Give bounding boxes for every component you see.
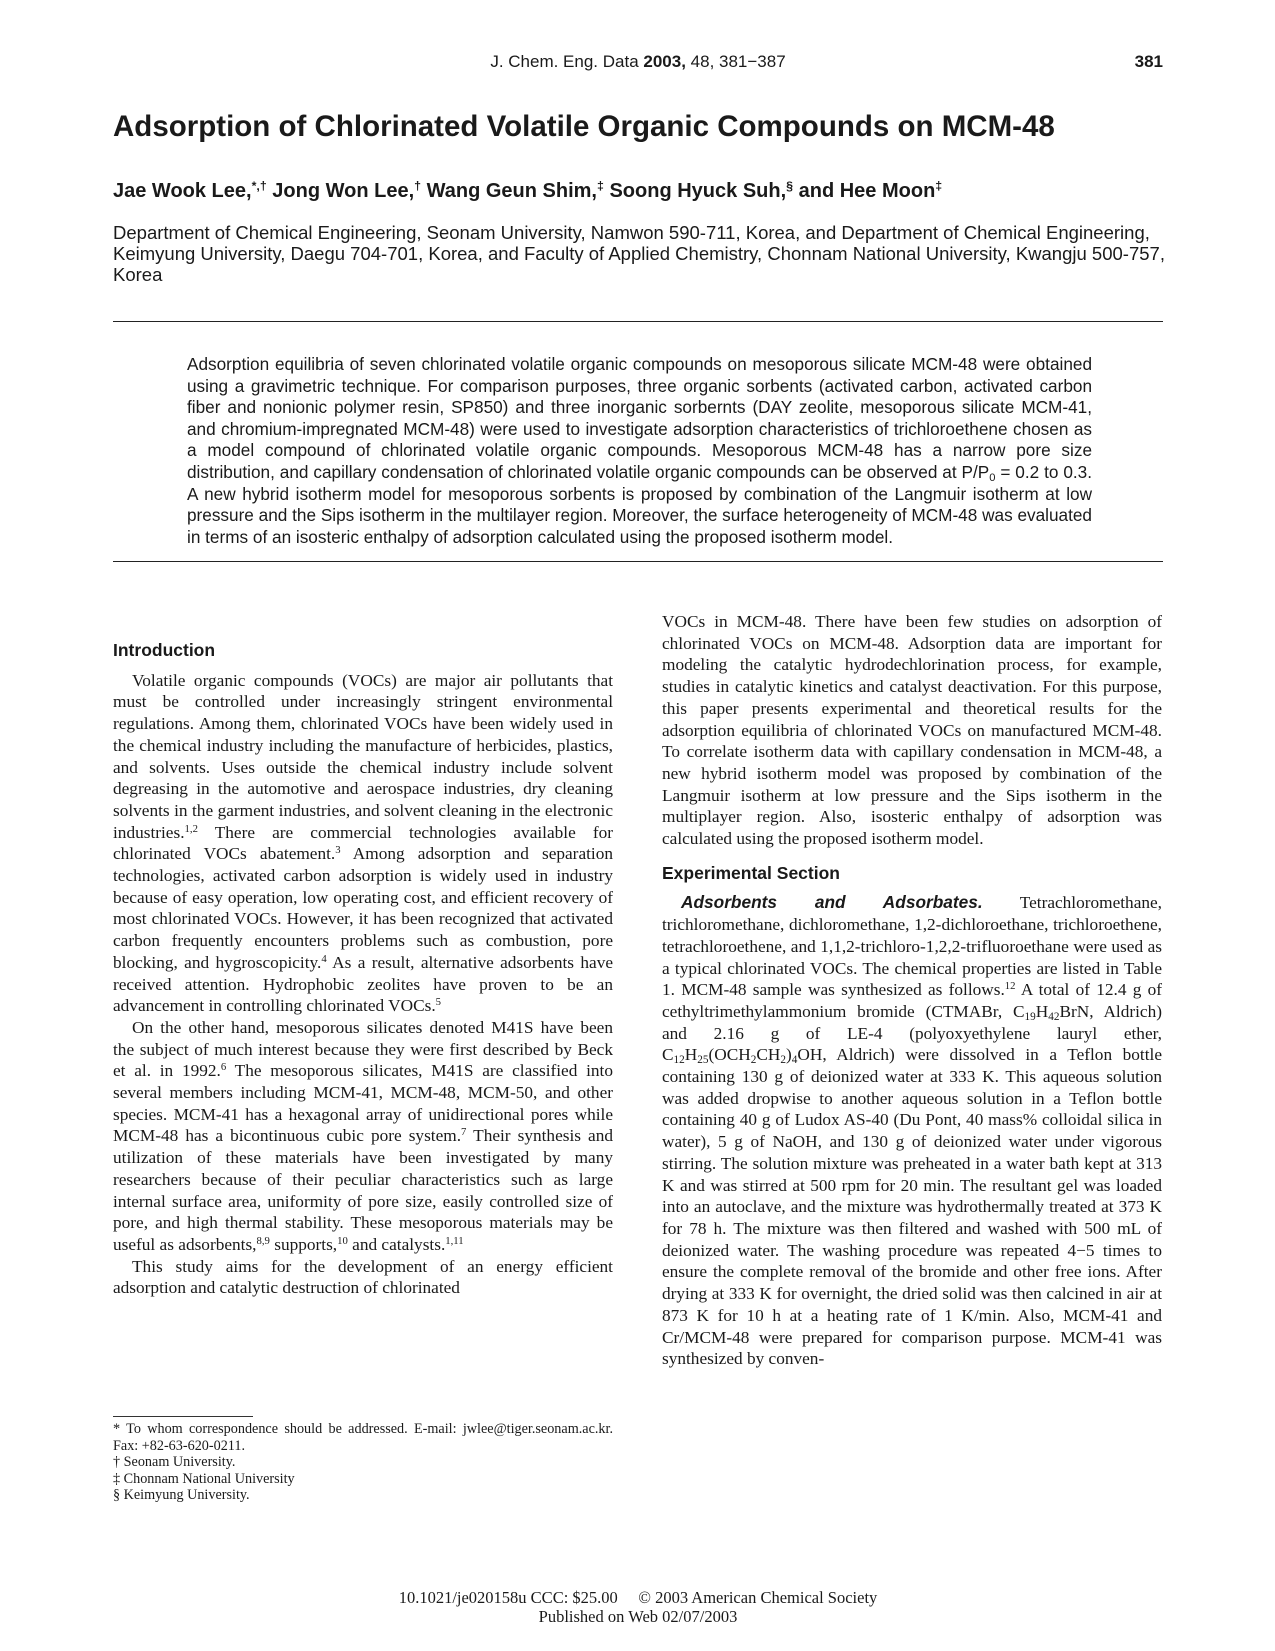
page-number: 381 [1134,52,1163,71]
running-header [113,52,1163,76]
subsection-heading: Adsorbents and Adsorbates. [681,892,983,913]
author-name: Jae Wook Lee, [113,180,252,202]
author-name: and Hee Moon [793,180,936,202]
publication-date-line: Published on Web 02/07/2003 [538,1607,738,1626]
author-name: Jong Won Lee, [266,180,415,202]
paragraph: This study aims for the development of an energy efficient adsorption and catalytic destruction of chlorinated [113,1256,613,1298]
section-heading-introduction: Introduction [113,640,216,660]
author-list [113,180,1173,203]
section-heading-experimental: Experimental Section [662,862,840,883]
paragraph: Adsorbents and Adsorbates. Tetrachloromethane, trichloromethane, dichloromethane, 1,2-dichloroethane, trichloroethene, tetrachloroethene, and 1,1,2-trichloro-1,2,2-trifluoroethane were used as a typical chlorinated VOCs. The chemical properties are listed in Table 1. MCM-48 sample was synthesized as follows.$^{12}$ A total of 12.4 g of cethyltrimethylammonium bromide (CTMABr, $C_{19}H_{42}BrN$, Aldrich) and 2.16 g of LE-4 (polyoxyethylene lauryl ether, $C_{12}H_{25}(OCH_2CH_2)_4OH$, Aldrich) were dissolved in a Teflon bottle containing 130 g of deionized water at 333 K. This aqueous solution was added dropwise to another aqueous solution in a Teflon bottle containing 40 g of Ludox AS-40 (Du Pont, 40 mass% colloidal silica in water), 5 g of NaOH, and 130 g of deionized water under vigorous stirring. The solution mixture was preheated in a water bath kept at 313 K and was stirred at 500 rpm for 20 min. The resultant gel was loaded into an autoclave, and the mixture was hydrothermally treated at 373 K for 78 h. The mixture was then filtered and washed with 500 mL of deionized water. The washing procedure was repeated 4−5 times to ensure the complete removal of the bromide and other free ions. After drying at 333 K for overnight, the dried solid was then calcined in air at 873 K for 10 h at a heating rate of 1 K/min. Also, MCM-41 and Cr/MCM-48 were prepared for comparison purpose. MCM-41 was synthesized by conven- [662,892,1162,1369]
article-title: Adsorption of Chlorinated Volatile Organic Compounds on MCM-48 [113,110,1055,143]
abstract-top-rule [113,321,1163,322]
author-mark: ‡ [935,179,943,194]
affiliations: Department of Chemical Engineering, Seonam University, Namwon 590-711, Korea, and Department of Chemical Engineering, Keimyung University, Daegu 704-701, Korea, and Faculty of Applied Chemistry, Chonnam National University, Kwangju 500-757, Korea [113,222,1165,285]
page-footer [113,1588,1163,1626]
footnote-rule [113,1416,253,1417]
author-name: Wang Geun Shim, [421,180,597,202]
doi-copyright-line: 10.1021/je020158u CCC: $25.00 © 2003 American Chemical Society [398,1588,878,1607]
author-mark: *,† [251,179,267,194]
left-column [113,640,613,1299]
affiliation-footnote: † Seonam University. [113,1454,236,1470]
paragraph: VOCs in MCM-48. There have been few studies on adsorption of chlorinated VOCs on MCM-48. Adsorption data are important for modeling the catalytic hydrodechlorination process, for example, studies in catalytic kinetics and catalyst deactivation. For this purpose, this paper presents experimental and theoretical results for the adsorption equilibria of chlorinated VOCs on manufactured MCM-48. To correlate isotherm data with capillary condensation in MCM-48, a new hybrid isotherm model was proposed by combination of the Langmuir isotherm at low pressure and the Sips isotherm in the multiplayer region. Also, isosteric enthalpy of adsorption was calculated using the proposed isotherm model. [662,612,1162,849]
footnotes [113,1421,613,1504]
author-mark: ‡ [597,179,604,194]
journal-citation: J. Chem. Eng. Data 2003, 48, 381−387 [490,52,786,71]
author-mark: § [786,179,794,194]
affiliation-footnote: § Keimyung University. [113,1487,250,1503]
abstract: Adsorption equilibria of seven chlorinated volatile organic compounds on mesoporous silicate MCM-48 were obtained using a gravimetric technique. For comparison purposes, three organic sorbents (activated carbon, activated carbon fiber and nonionic polymer resin, SP850) and three inorganic sorbernts (DAY zeolite, mesoporous silicate MCM-41, and chromium-impregnated MCM-48) were used to investigate adsorption characteristics of trichloroethene chosen as a model compound of chlorinated volatile organic compounds. Mesoporous MCM-48 has a narrow pore size distribution, and capillary condensation of chlorinated volatile organic compounds can be observed at $P/P_0 = 0.2$ to 0.3. A new hybrid isotherm model for mesoporous sorbents is proposed by combination of the Langmuir isotherm at low pressure and the Sips isotherm in the multilayer region. Moreover, the surface heterogeneity of MCM-48 was evaluated in terms of an isosteric enthalpy of adsorption calculated using the proposed isotherm model. [187,354,1092,547]
author-name: Soong Hyuck Suh, [603,180,787,202]
author-mark: † [414,179,422,194]
right-column [662,611,1162,1370]
paragraph: On the other hand, mesoporous silicates denoted M41S have been the subject of much interest because they were first described by Beck et al. in 1992.$^6$ The mesoporous silicates, M41S are classified into several members including MCM-41, MCM-48, MCM-50, and other species. MCM-41 has a hexagonal array of unidirectional pores while MCM-48 has a bicontinuous cubic pore system.$^7$ Their synthesis and utilization of these materials have been investigated by many researchers because of their peculiar characteristics such as large internal surface area, uniformity of pore size, easily controlled size of pore, and high thermal stability. These mesoporous materials may be useful as adsorbents,$^{8,9}$ supports,$^{10}$ and catalysts.$^{1,11}$ [113,1017,613,1254]
correspondence-footnote: * To whom correspondence should be addressed. E-mail: jwlee@tiger.seonam.ac.kr. Fax: +82-63-620-0211. [113,1421,613,1454]
paragraph: Volatile organic compounds (VOCs) are major air pollutants that must be controlled under increasingly stringent environmental regulations. Among them, chlorinated VOCs have been widely used in the chemical industry including the manufacture of herbicides, plastics, and solvents. Uses outside the chemical industry include solvent degreasing in the automotive and aerospace industries, dry cleaning solvents in the garment industries, and solvent cleaning in the electronic industries.$^{1,2}$ There are commercial technologies available for chlorinated VOCs abatement.$^3$ Among adsorption and separation technologies, activated carbon adsorption is widely used in industry because of easy operation, low operating cost, and efficient recovery of most chlorinated VOCs. However, it has been recognized that activated carbon frequently encounters problems such as combustion, pore blocking, and hygroscopicity.$^4$ As a result, alternative adsorbents have received attention. Hydrophobic zeolites have proven to be an advancement in controlling chlorinated VOCs.$^5$ [113,670,614,1016]
affiliation-footnote: ‡ Chonnam National University [113,1470,295,1487]
abstract-bottom-rule [113,561,1163,562]
